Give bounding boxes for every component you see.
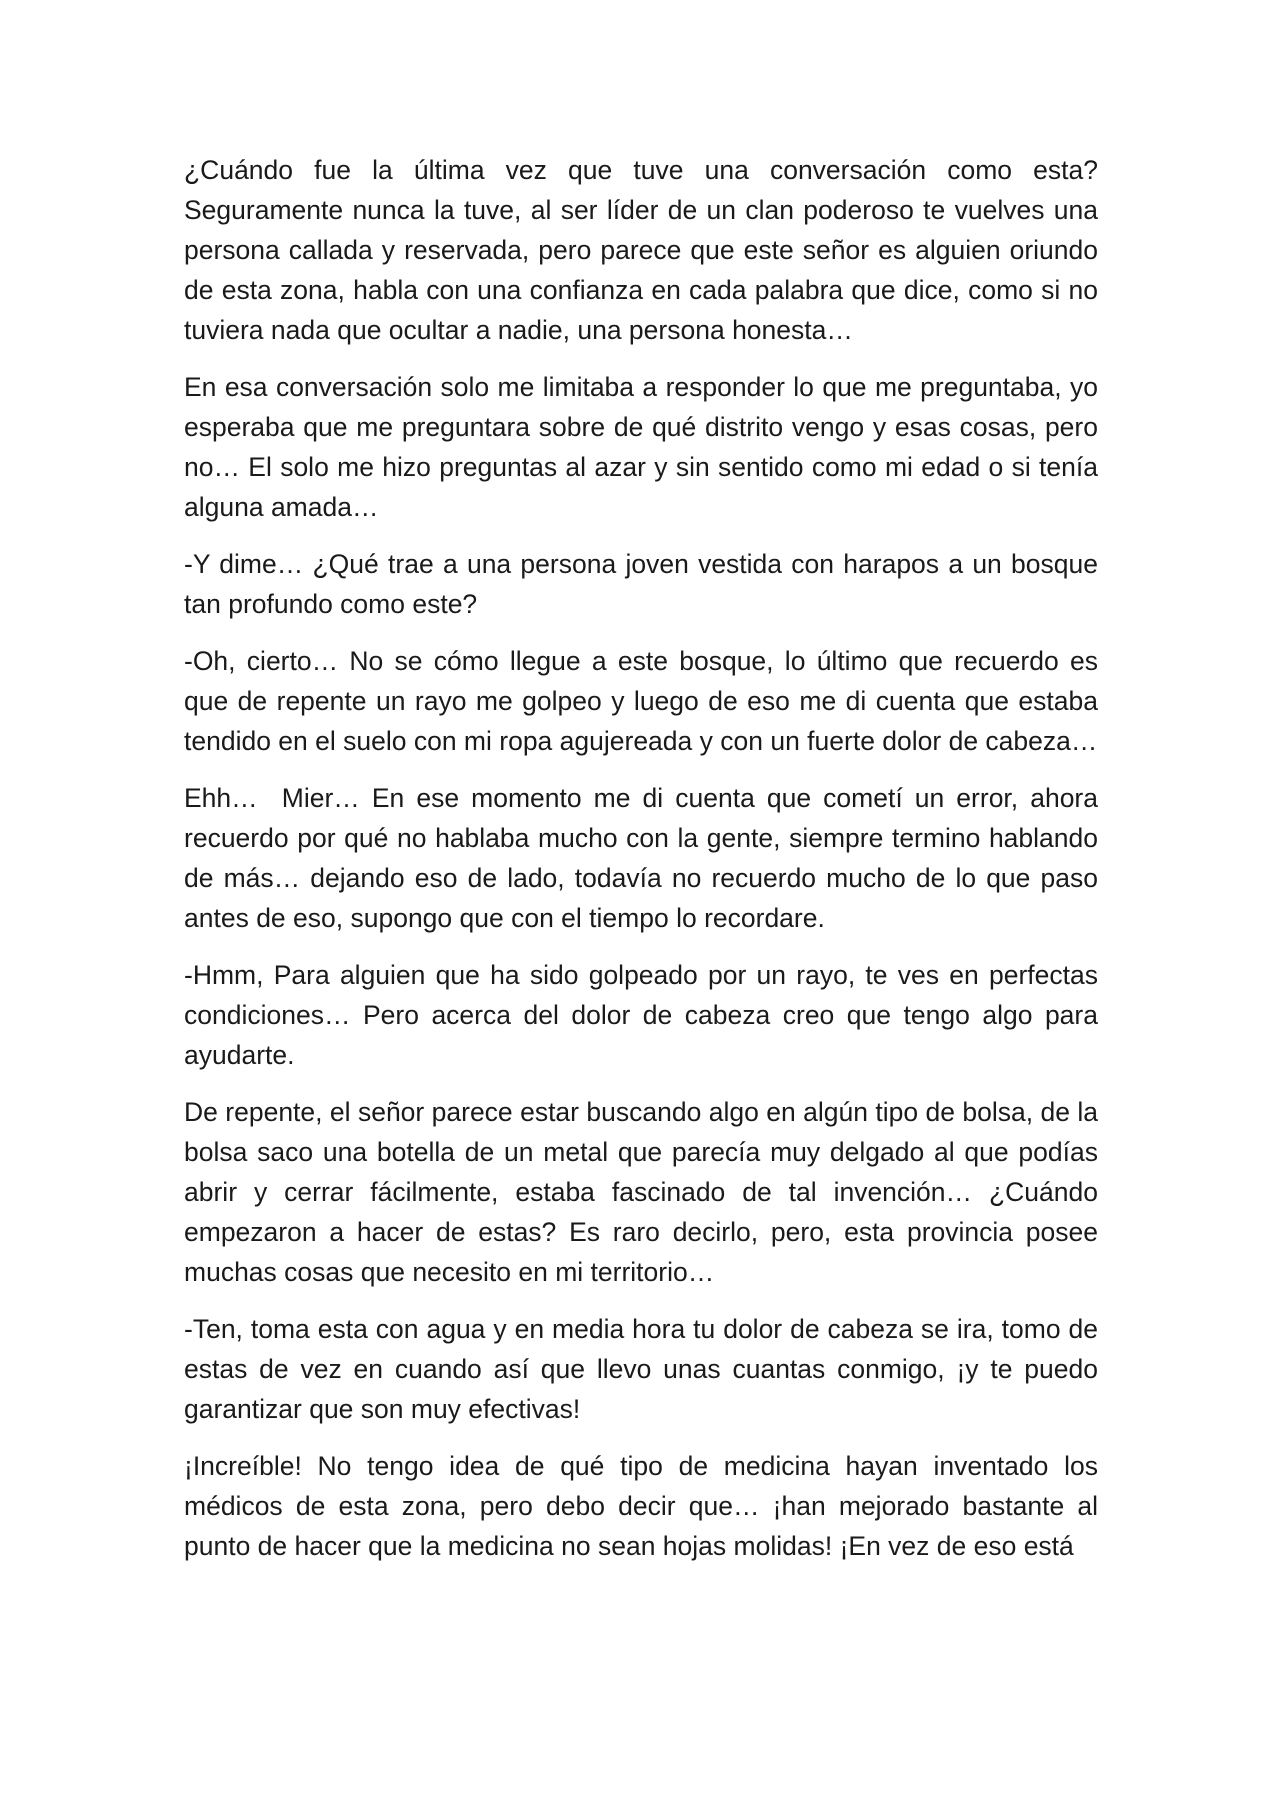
- paragraph-4: -Oh, cierto… No se cómo llegue a este bosque, lo último que recuerdo es que de repente un rayo me golpeo y luego de eso me di cuenta que estaba tendido en el suelo con mi ropa agujereada y con un fuerte dolor de cabeza…: [184, 646, 1098, 756]
- paragraph-6: -Hmm, Para alguien que ha sido golpeado por un rayo, te ves en perfectas condiciones… Pero acerca del dolor de cabeza creo que tengo algo para ayudarte.: [184, 960, 1098, 1070]
- paragraph-9: ¡Increíble! No tengo idea de qué tipo de medicina hayan inventado los médicos de esta zona, pero debo decir que… ¡han mejorado bastante al punto de hacer que la medicina no sean hojas molidas! ¡En vez de eso está: [184, 1451, 1098, 1561]
- paragraph-7: De repente, el señor parece estar buscando algo en algún tipo de bolsa, de la bolsa saco una botella de un metal que parecía muy delgado al que podías abrir y cerrar fácilmente, estaba fascinado de tal invención… ¿Cuándo empezaron a hacer de estas? Es raro decirlo, pero, esta provincia posee muchas cosas que necesito en mi territorio…: [184, 1097, 1098, 1287]
- paragraph-8: -Ten, toma esta con agua y en media hora tu dolor de cabeza se ira, tomo de estas de vez en cuando así que llevo unas cuantas conmigo, ¡y te puedo garantizar que son muy efectivas!: [184, 1314, 1098, 1424]
- paragraph-5: Ehh… Mier… En ese momento me di cuenta que cometí un error, ahora recuerdo por qué no hablaba mucho con la gente, siempre termino hablando de más… dejando eso de lado, todavía no recuerdo mucho de lo que paso antes de eso, supongo que con el tiempo lo recordare.: [184, 783, 1106, 933]
- paragraph-2: En esa conversación solo me limitaba a responder lo que me preguntaba, yo esperaba que me preguntara sobre de qué distrito vengo y esas cosas, pero no… El solo me hizo preguntas al azar y sin sentido como mi edad o si tenía alguna amada…: [184, 372, 1098, 522]
- paragraph-3: -Y dime… ¿Qué trae a una persona joven vestida con harapos a un bosque tan profundo como este?: [184, 549, 1098, 619]
- document-page: [184, 150, 1106, 1583]
- paragraph-1: ¿Cuándo fue la última vez que tuve una conversación como esta? Seguramente nunca la tuve, al ser líder de un clan poderoso te vuelves una persona callada y reservada, pero parece que este señor es alguien oriundo de esta zona, habla con una confianza en cada palabra que dice, como si no tuviera nada que ocultar a nadie, una persona honesta…: [184, 155, 1098, 345]
